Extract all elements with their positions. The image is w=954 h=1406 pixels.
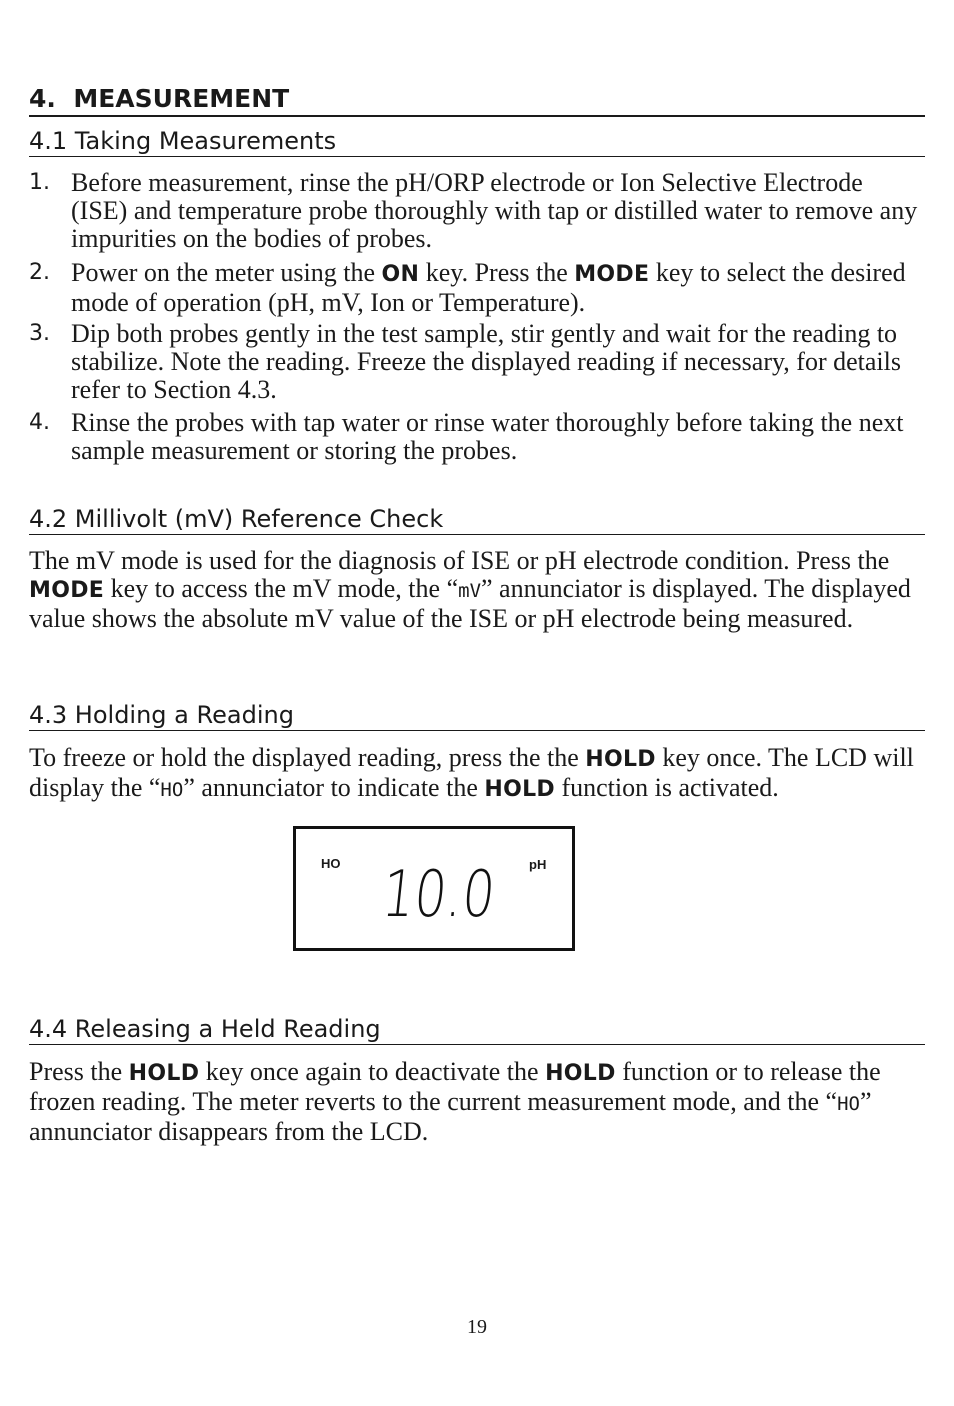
heading-4-4: 4.4 Releasing a Held Reading <box>29 1014 925 1045</box>
lcd-hold-annunciator: HO <box>321 856 341 871</box>
hold-key-label: HOLD <box>545 1061 616 1086</box>
step-text: Before measurement, rinse the pH/ORP electrode or Ion Selective Electrode (ISE) and temperature probe thoroughly with tap or distilled water to remove any impurities on the bodies of probes. <box>71 168 918 253</box>
step-number: 4. <box>29 410 50 435</box>
step-4 <box>29 409 925 465</box>
section-title-text: MEASUREMENT <box>73 84 290 113</box>
on-key-label: ON <box>381 262 420 287</box>
step-3 <box>29 320 925 404</box>
step-text: Dip both probes gently in the test sample, stir gently and wait for the reading to stabilize. Note the reading. Freeze the displayed reading if necessary, for details refer to Section 4.3. <box>71 319 901 404</box>
step-number: 2. <box>29 260 50 285</box>
lcd-annunciator-text: HO <box>837 1093 860 1115</box>
page-number: 19 <box>467 1316 487 1338</box>
lcd-ph-annunciator: pH <box>529 857 547 872</box>
hold-key-label: HOLD <box>484 777 555 802</box>
step-number: 1. <box>29 170 50 195</box>
lcd-reading <box>378 857 529 932</box>
paragraph-4-4: Press the HOLD key once again to deactivate the HOLD function or to release the frozen reading. The meter reverts to the current measurement mode, and the “HO” annunciator disappears from the LCD. <box>29 1057 881 1146</box>
paragraph-4-2: The mV mode is used for the diagnosis of ISE or pH electrode condition. Press the MODE key to access the mV mode, the “mV” annunciator is displayed. The displayed value shows the absolute mV value of the ISE or pH electrode being measured. <box>29 546 911 633</box>
lcd-annunciator-text: mV <box>458 580 482 602</box>
section-title <box>29 84 925 117</box>
heading-4-3: 4.3 Holding a Reading <box>29 700 925 731</box>
paragraph-4-3: To freeze or hold the displayed reading, press the the HOLD key once. The LCD will display the “HO” annunciator to indicate the HOLD function is activated. <box>29 743 914 802</box>
section-number: 4. <box>29 84 56 113</box>
step-number: 3. <box>29 321 50 346</box>
lcd-annunciator-text: HO <box>160 779 184 801</box>
mode-key-label: MODE <box>29 578 105 603</box>
heading-4-2: 4.2 Millivolt (mV) Reference Check <box>29 504 925 535</box>
step-text: Rinse the probes with tap water or rinse water thoroughly before taking the next sample measurement or storing the probes. <box>71 408 904 465</box>
lcd-display-illustration <box>293 826 575 951</box>
step-1 <box>29 169 925 253</box>
step-2 <box>29 259 925 317</box>
mode-key-label: MODE <box>574 262 650 287</box>
hold-key-label: HOLD <box>585 747 656 772</box>
hold-key-label: HOLD <box>128 1061 200 1086</box>
step-text: Power on the meter using the ON key. Press the MODE key to select the desired mode of operation (pH, mV, Ion or Temperature). <box>71 258 906 317</box>
heading-4-1: 4.1 Taking Measurements <box>29 126 925 157</box>
lcd-reading-value: 10.0 <box>378 857 529 932</box>
